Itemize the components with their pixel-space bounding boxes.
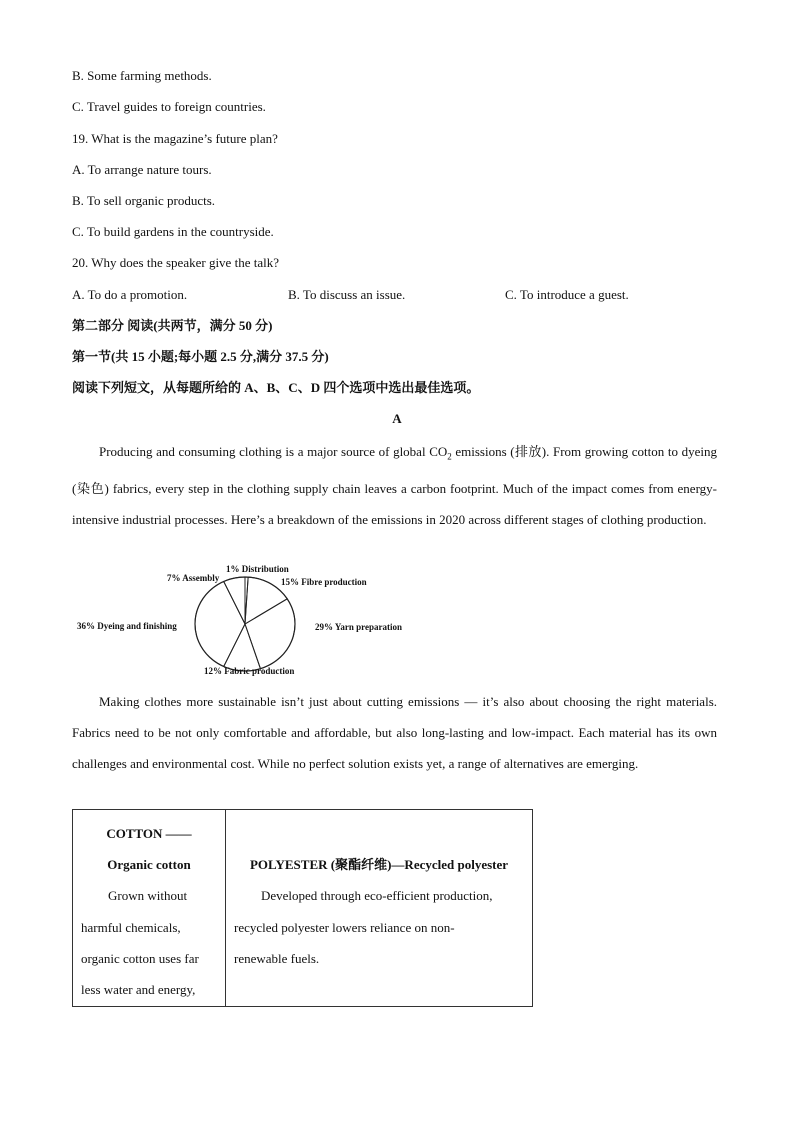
polyester-text-line: Developed through eco-efficient production, (261, 888, 493, 904)
organic-cotton-heading: Organic cotton (107, 857, 191, 873)
pie-label-fabric-production: 12% Fabric production (204, 666, 295, 676)
section-sub-heading: 第一节(共 15 小题;每小题 2.5 分,满分 37.5 分) (72, 349, 329, 364)
q20-option-a: A. To do a promotion. (72, 287, 188, 302)
cotton-text-line: harmful chemicals, (81, 919, 181, 935)
paragraph-2: Making clothes more sustainable isn’t just about cutting emissions — it’s also about choosing the right materials. Fabrics need to be not only comfortable and affordable, but also long-lasting and low-impact. Each material has its own challenges and environmental cost. While no perfect solution exists yet, a range of alternatives are emerging. (72, 694, 717, 772)
materials-table (72, 809, 533, 1007)
pie-label-dyeing-and-finishing: 36% Dyeing and finishing (77, 621, 177, 631)
q20-question: 20. Why does the speaker give the talk? (72, 255, 279, 270)
cotton-text-line: less water and energy, (81, 982, 196, 998)
polyester-heading: POLYESTER (聚酯纤维)—Recycled polyester (249, 857, 509, 873)
q20-option-b: B. To discuss an issue. (288, 287, 406, 302)
pie-label-fibre-production: 15% Fibre production (281, 577, 367, 587)
passage-label: A (392, 411, 402, 426)
cotton-cell (73, 810, 226, 1007)
paragraph-1: Producing and consuming clothing is a major source of global $CO_2$ emissions (排放). From growing cotton to dyeing (染色) fabrics, every step in the clothing supply chain leaves a carbon footprint. Much of the impact comes from energy-intensive industrial processes. Here’s a breakdown of the emissions in 2020 across different stages of clothing production. (72, 444, 717, 527)
polyester-cell (226, 810, 533, 1007)
emissions-pie-chart (70, 560, 410, 680)
q19-option-a: A. To arrange nature tours. (72, 162, 212, 177)
pie-label-yarn-preparation: 29% Yarn preparation (315, 622, 403, 632)
cotton-heading: COTTON —— (106, 826, 192, 841)
cotton-text-line: organic cotton uses far (81, 950, 199, 966)
q20-option-c: C. To introduce a guest. (505, 287, 629, 302)
polyester-text-line: renewable fuels. (234, 950, 320, 966)
pie-label-assembly: 7% Assembly (167, 573, 220, 583)
q18-option-c: C. Travel guides to foreign countries. (72, 99, 266, 114)
q19-question: 19. What is the magazine’s future plan? (72, 131, 278, 146)
q19-option-b: B. To sell organic products. (72, 193, 216, 208)
q18-option-b: B. Some farming methods. (72, 68, 212, 83)
section-instruction: 阅读下列短文，从每题所给的 A、B、C、D 四个选项中选出最佳选项。 (72, 380, 480, 395)
polyester-text-line: recycled polyester lowers reliance on non- (234, 919, 455, 935)
cotton-text-line: Grown without (108, 888, 188, 904)
pie-label-distribution: 1% Distribution (226, 564, 289, 574)
section-part-heading: 第二部分 阅读(共两节，满分 50 分) (72, 318, 273, 333)
q19-option-c: C. To build gardens in the countryside. (72, 224, 274, 239)
